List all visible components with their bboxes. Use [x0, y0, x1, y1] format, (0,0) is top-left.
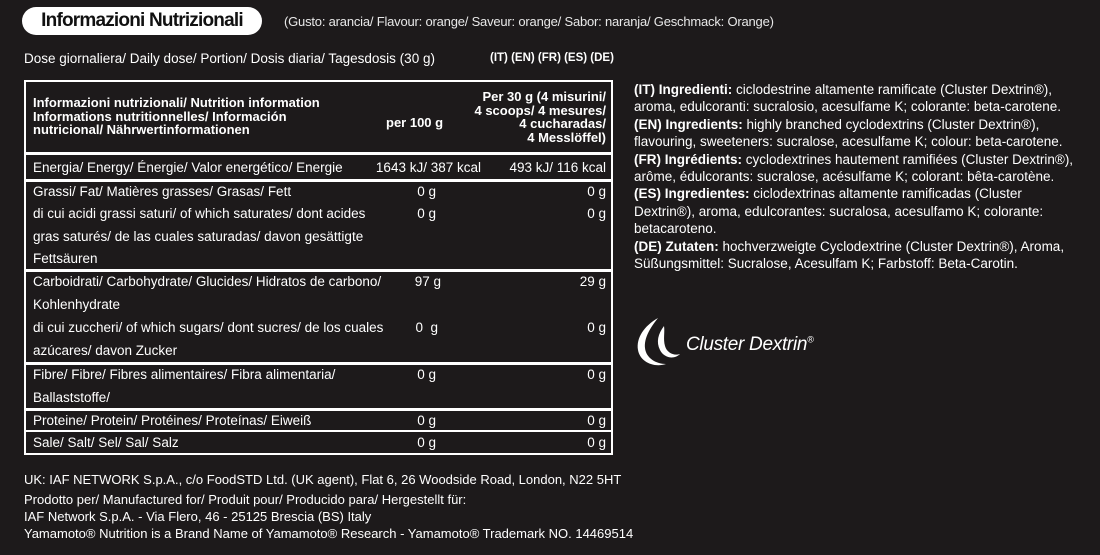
logo-text: Cluster Dextrin®: [686, 334, 814, 355]
cluster-dextrin-logo-icon: [634, 316, 682, 368]
row-salt-label: Sale/ Salt/ Sel/ Sal/ Salz: [33, 435, 179, 450]
row-fibre-label: Fibre/ Fibre/ Fibres alimentaires/ Fibra alimentaria/ Ballaststoffe/: [33, 367, 336, 405]
row-energy-per30: 493 kJ/ 116 kcal: [509, 160, 606, 175]
footer-address: IAF Network S.p.A. - Via Flero, 46 - 25125 Brescia (BS) Italy: [24, 509, 372, 524]
row-divider: [26, 152, 611, 155]
row-saturates-per100: 0 g: [417, 206, 436, 221]
row-energy-label: Energia/ Energy/ Énergie/ Valor energético/ Energie: [33, 160, 343, 175]
row-fat-label: Grassi/ Fat/ Matières grasses/ Grasas/ Fett: [33, 184, 292, 199]
row-protein-label: Proteine/ Protein/ Protéines/ Proteínas/ Eiweiß: [33, 413, 312, 428]
row-salt-per30: 0 g: [587, 435, 606, 450]
ingredients-es: (ES) Ingredientes: ciclodextrinas altamente ramificadas (Cluster Dextrin®), aroma, edulcorantes: sucralosa, acesulfamo K; colorante: betacaroteno.: [634, 186, 1044, 237]
row-carbs-per100: 97 g: [414, 274, 441, 289]
row-saturates-per30: 0 g: [587, 206, 606, 221]
row-salt-per100: 0 g: [417, 435, 436, 450]
row-saturates-label: di cui acidi grassi saturi/ of which saturates/ dont acides gras saturés/ de las cuales saturadas/ davon gesättigte Fettsäuren: [33, 206, 366, 266]
footer-manufactured-for: Prodotto per/ Manufactured for/ Produit pour/ Producido para/ Hergestellt für:: [24, 492, 467, 507]
header-per30: Per 30 g (4 misurini/ 4 scoops/ 4 mesures/ 4 cucharadas/ 4 Messlöffel): [474, 89, 606, 145]
row-fibre-per100: 0 g: [417, 367, 436, 382]
ingredients-en: (EN) Ingredients: highly branched cyclodextrins (Cluster Dextrin®), flavouring, sweeteners: sucralose, acesulfame K; colour: beta-carotene.: [634, 116, 1063, 150]
row-carbs-per30: 29 g: [579, 274, 606, 289]
ingredients-fr: (FR) Ingrédients: cyclodextrines hautement ramifiées (Cluster Dextrin®), arôme, édulcorants: sucralose, acésulfame K; colorant: bêta-carotène.: [634, 151, 1074, 185]
row-carbs-label: Carboidrati/ Carbohydrate/ Glucides/ Hidratos de carbono/ Kohlenhydrate: [33, 274, 382, 312]
header-per100: per 100 g: [386, 115, 444, 130]
ingredients-it: (IT) Ingredienti: ciclodestrine altamente ramificate (Cluster Dextrin®), aroma, edulcoranti: sucralosio, acesulfame K; colorante: beta-carotene.: [634, 82, 1061, 115]
daily-dose: Dose giornaliera/ Daily dose/ Portion/ Dosis diaria/ Tagesdosis (30 g): [24, 51, 435, 66]
row-fibre-per30: 0 g: [587, 367, 606, 382]
table-header-label: Informazioni nutrizionali/ Nutrition information Informations nutritionnelles/ Información nutricional/ Nährwertinformationen: [33, 95, 320, 137]
row-energy-per100: 1643 kJ/ 387 kcal: [375, 160, 481, 175]
language-codes: (IT) (EN) (FR) (ES) (DE): [490, 52, 614, 64]
nutrition-table: [24, 80, 613, 455]
row-fat-per100: 0 g: [417, 184, 436, 199]
flavour-text: (Gusto: arancia/ Flavour: orange/ Saveur: orange/ Sabor: naranja/ Geschmack: Orange): [284, 14, 774, 29]
ingredients-de: (DE) Zutaten: hochverzweigte Cyclodextrine (Cluster Dextrin®), Aroma, Süßungsmittel: Sucralose, Acesulfam K; Farbstoff: Beta-Carotin.: [634, 238, 1065, 272]
title-pill: Informazioni Nutrizionali: [22, 7, 262, 35]
ingredients-block: [634, 81, 1074, 272]
row-fat-per30: 0 g: [587, 184, 606, 199]
row-protein-per30: 0 g: [587, 413, 606, 428]
row-sugars-per100: 0 g: [415, 320, 438, 335]
row-protein-per100: 0 g: [417, 413, 436, 428]
footer-brand: Yamamoto® Nutrition is a Brand Name of Yamamoto® Research - Yamamoto® Trademark NO. 14469514: [24, 526, 634, 541]
footer-uk-agent: UK: IAF NETWORK S.p.A., c/o FoodSTD Ltd. (UK agent), Flat 6, 26 Woodside Road, London, N22 5HT: [24, 472, 622, 487]
row-sugars-per30: 0 g: [587, 320, 606, 335]
row-sugars-label: di cui zuccheri/ of which sugars/ dont sucres/ de los cuales azúcares/ davon Zucker: [33, 320, 384, 358]
